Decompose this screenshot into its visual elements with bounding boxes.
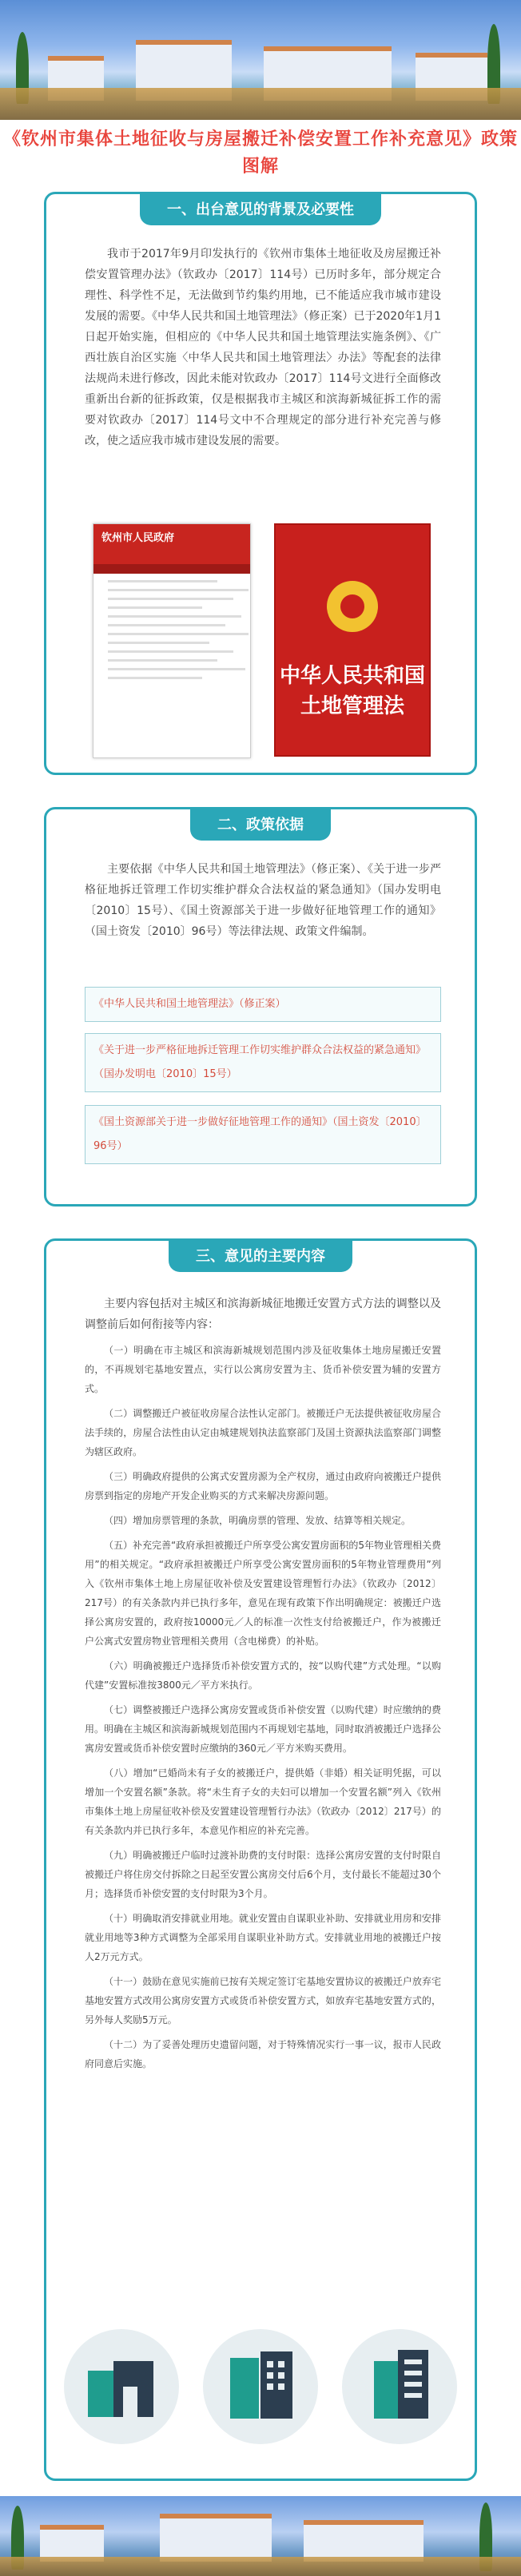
content-item: （八）增加“已婚尚未有子女的被搬迁户，提供婚（非婚）相关证明凭据，可以增加一个安置名额”条款。将“未生育子女的夫妇可以增加一个安置名额”列入《钦州市集体土地上房屋征收补偿及安置建设管理暂行办法》（钦政办〔2012〕217号）的有关条款内并已执行多年，本意见作相应的补充完善。 xyxy=(85,1767,441,1836)
bottom-banner-image xyxy=(0,2496,521,2576)
gov-website-screenshot xyxy=(93,523,251,758)
content-item: （九）明确被搬迁户临时过渡补助费的支付时限：选择公寓房安置的支付时限自被搬迁户将住房交付拆除之日起至安置公寓房交付后6个月，支付最长不能超过30个月；选择货币补偿安置的支付时限为3个月。 xyxy=(85,1850,441,1899)
section-heading: 二、政策依据 xyxy=(190,807,331,841)
page-title: 《钦州市集体土地征收与房屋搬迁补偿安置工作补充意见》政策图解 xyxy=(2,129,518,177)
section-basis-card xyxy=(44,807,477,1207)
content-item: （六）明确被搬迁户选择货币补偿安置方式的，按“以购代建”方式处理。“以购代建”安置标准按3800元／平方米执行。 xyxy=(85,1660,441,1691)
section-background-card xyxy=(44,192,477,775)
content-item: （五）补充完善“政府承担被搬迁户所享受公寓安置房面积的5年物业管理相关费用”的相关规定。“政府承担被搬迁户所享受公寓安置房面积的5年物业管理费用”列入《钦州市集体土地上房屋征收补偿及安置建设管理暂行办法》（钦政办〔2012〕217号）的有关条款内并已执行多年，意见在现有政策下作出明确规定：被搬迁户选择公寓房安置的，政府按10000元／人的标准一次性支付给被搬迁户，作为被搬迁户公寓式安置房物业管理相关费用（含电梯费）的补贴。 xyxy=(85,1540,441,1647)
content-item: （十）明确取消安排就业用地。就业安置由自谋职业补助、安排就业用房和安排就业用地等3种方式调整为全部采用自谋职业补助方式。安排就业用地的被搬迁户按人2万元方式。 xyxy=(85,1913,441,1962)
section-body: 我市于2017年9月印发执行的《钦州市集体土地征收及房屋搬迁补偿安置管理办法》（钦政办〔2017〕114号）已历时多年，部分规定合理性、科学性不足，无法做到节约集约用地，已不能适应我市城市建设发展的需要。《中华人民共和国土地管理法》（修正案）已于2020年1月1日起开始实施，但相应的《中华人民共和国土地管理法实施条例》、《广西壮族自治区实施〈中华人民共和国土地管理法〉办法》等配套的法律法规尚未进行修改，因此未能对钦政办〔2017〕114号文进行全面修改重新出台新的征拆政策，仅是根据我市主城区和滨海新城征拆工作的需要对钦政办〔2017〕114号文中不合理规定的部分进行补充完善与修改，使之适应我市城市建设发展的需要。 xyxy=(85,248,441,447)
section-heading: 三、意见的主要内容 xyxy=(169,1238,352,1272)
illustration-row xyxy=(64,2329,457,2457)
content-list xyxy=(85,1294,441,2079)
section-content-card xyxy=(44,1238,477,2481)
book-title: 中华人民共和国土地管理法 xyxy=(279,664,425,718)
gov-site-name: 钦州市人民政府 xyxy=(93,524,250,564)
content-item: （四）增加房票管理的条款，明确房票的管理、发放、结算等相关规定。 xyxy=(104,1515,412,1526)
section-body: 主要依据《中华人民共和国土地管理法》（修正案）、《关于进一步严格征地拆迁管理工作切实维护群众合法权益的紧急通知》（国办发明电〔2010〕15号）、《国土资源部关于进一步做好征地管理工作的通知》（国土资发〔2010〕96号）等法律法规、政策文件编制。 xyxy=(85,863,441,938)
content-lead: 主要内容包括对主城区和滨海新城征地搬迁安置方式方法的调整以及调整前后如何衔接等内容： xyxy=(85,1298,441,1331)
content-item: （三）明确政府提供的公寓式安置房源为全产权房，通过由政府向被搬迁户提供房票到指定的房地产开发企业购买的方式来解决房源问题。 xyxy=(85,1471,441,1501)
national-emblem-icon xyxy=(327,581,378,632)
basis-item: 《关于进一步严格征地拆迁管理工作切实维护群众合法权益的紧急通知》（国办发明电〔2010〕15号） xyxy=(85,1033,441,1092)
land-law-book-cover xyxy=(274,523,431,757)
section-heading: 一、出台意见的背景及必要性 xyxy=(140,192,381,225)
basis-item: 《国土资源部关于进一步做好征地管理工作的通知》（国土资发〔2010〕96号） xyxy=(85,1105,441,1164)
building-icon xyxy=(64,2329,179,2444)
top-banner-image xyxy=(0,0,521,120)
content-item: （十一）鼓励在意见实施前已按有关规定签订宅基地安置协议的被搬迁户放弃宅基地安置方式改用公寓房安置方式或货币补偿安置方式，如放弃宅基地安置方式的，另外每人奖励5万元。 xyxy=(85,1976,441,2025)
basis-item: 《中华人民共和国土地管理法》（修正案） xyxy=(85,987,441,1022)
content-item: （二）调整搬迁户被征收房屋合法性认定部门。被搬迁户无法提供被征收房屋合法手续的，房屋合法性由认定由城建规划执法监察部门及国土资源执法监察部门调整为辖区政府。 xyxy=(85,1408,441,1457)
content-item: （十二）为了妥善处理历史遗留问题，对于特殊情况实行一事一议，报市人民政府同意后实施。 xyxy=(85,2039,441,2069)
office-icon xyxy=(203,2329,318,2444)
content-item: （一）明确在市主城区和滨海新城规划范围内涉及征收集体土地房屋搬迁安置的，不再规划宅基地安置点，实行以公寓房安置为主、货币补偿安置为辅的安置方式。 xyxy=(85,1345,441,1394)
tower-icon xyxy=(342,2329,457,2444)
content-item: （七）调整被搬迁户选择公寓房安置或货币补偿安置（以购代建）时应缴纳的费用。明确在主城区和滨海新城规划范围内不再规划宅基地，同时取消被搬迁户选择公寓房安置或货币补偿安置时应缴纳的360元／平方米购买费用。 xyxy=(85,1704,441,1754)
